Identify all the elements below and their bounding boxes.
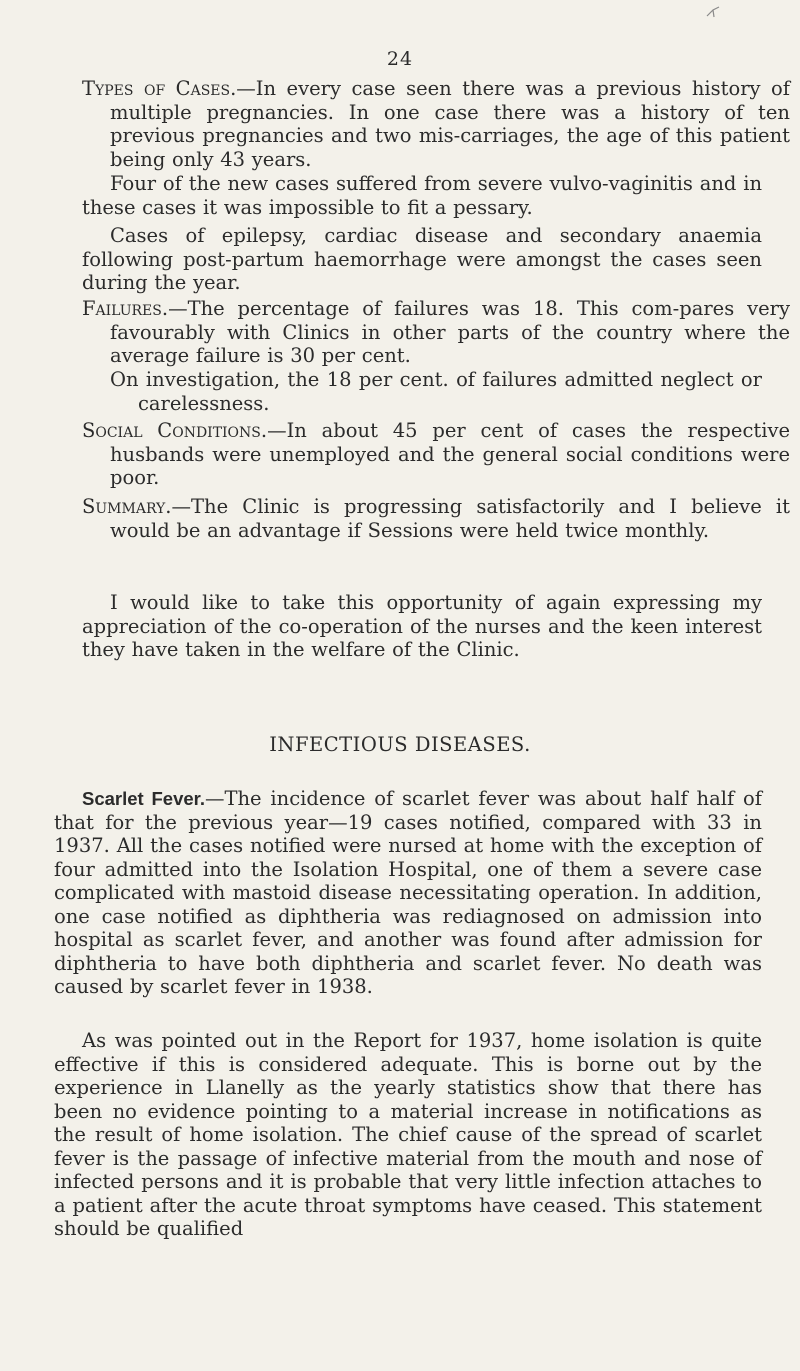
text-scarlet-fever: —The incidence of scarlet fever was about half half of that for the previous year—19 cases notified, compared with 33 in 1937. All the cases notified were nursed at home with the exception of four admitted into the Isolation Hospital, one of them a severe case complicated with mastoid disease necessitating operation. In addition, one case notified as diphtheria was rediagnosed on admission into hospital as scarlet fever, and another was found after admission for diphtheria to have both diphtheria and scarlet fever. No death was caused by scarlet fever in 1938. — [54, 787, 762, 998]
paragraph-scarlet-fever — [54, 787, 762, 999]
paragraph-social-conditions — [82, 419, 790, 490]
paragraph-types-of-cases — [82, 77, 790, 171]
section-title-infectious-diseases: INFECTIOUS DISEASES. — [269, 733, 531, 756]
text-epilepsy-cases: Cases of epilepsy, cardiac disease and secondary anaemia following post-partum haemorrhage were amongst the cases seen during the year. — [82, 224, 762, 294]
paragraph-four-new-cases — [82, 172, 762, 219]
paragraph-home-isolation — [54, 1029, 762, 1241]
pen-mark-icon — [705, 4, 721, 20]
paragraph-epilepsy-cases — [82, 224, 762, 295]
heading-social-conditions: Social Conditions. — [82, 419, 268, 442]
text-failures: —The percentage of failures was 18. This com-pares very favourably with Clinics in other parts of the country where the average failure is 30 per cent. — [110, 297, 790, 367]
text-summary: —The Clinic is progressing satisfactorily and I believe it would be an advantage if Sessions were held twice monthly. — [110, 495, 790, 542]
text-investigation: On investigation, the 18 per cent. of failures admitted neglect or carelessness. — [110, 368, 762, 415]
text-four-new-cases: Four of the new cases suffered from severe vulvo-vaginitis and in these cases it was impossible to fit a pessary. — [82, 172, 762, 219]
text-social-conditions: —In about 45 per cent of cases the respective husbands were unemployed and the general social conditions were poor. — [110, 419, 790, 489]
text-home-isolation: As was pointed out in the Report for 1937, home isolation is quite effective if this is considered adequate. This is borne out by the experience in Llanelly as the yearly statistics show that there has been no evidence pointing to a material increase in notifications as the result of home isolation. The chief cause of the spread of scarlet fever is the passage of infective material from the mouth and nose of infected persons and it is probable that very little infection attaches to a patient after the acute throat symptoms have ceased. This statement should be qualified — [54, 1029, 762, 1240]
page-number: 24 — [386, 48, 414, 70]
paragraph-appreciation — [82, 591, 762, 662]
paragraph-investigation — [110, 368, 762, 415]
paragraph-failures — [82, 297, 790, 368]
heading-failures: Failures. — [82, 297, 169, 320]
heading-summary: Summary. — [82, 495, 172, 518]
heading-scarlet-fever: Scarlet Fever. — [82, 788, 205, 809]
heading-types-of-cases: Types of Cases. — [82, 77, 237, 100]
text-appreciation: I would like to take this opportunity of again expressing my appreciation of the co-operation of the nurses and the keen interest they have taken in the welfare of the Clinic. — [82, 591, 762, 661]
paragraph-summary — [82, 495, 790, 542]
text-types-of-cases: —In every case seen there was a previous history of multiple pregnancies. In one case there was a history of ten previous pregnancies and two mis-carriages, the age of this patient being only 43 years. — [110, 77, 791, 171]
